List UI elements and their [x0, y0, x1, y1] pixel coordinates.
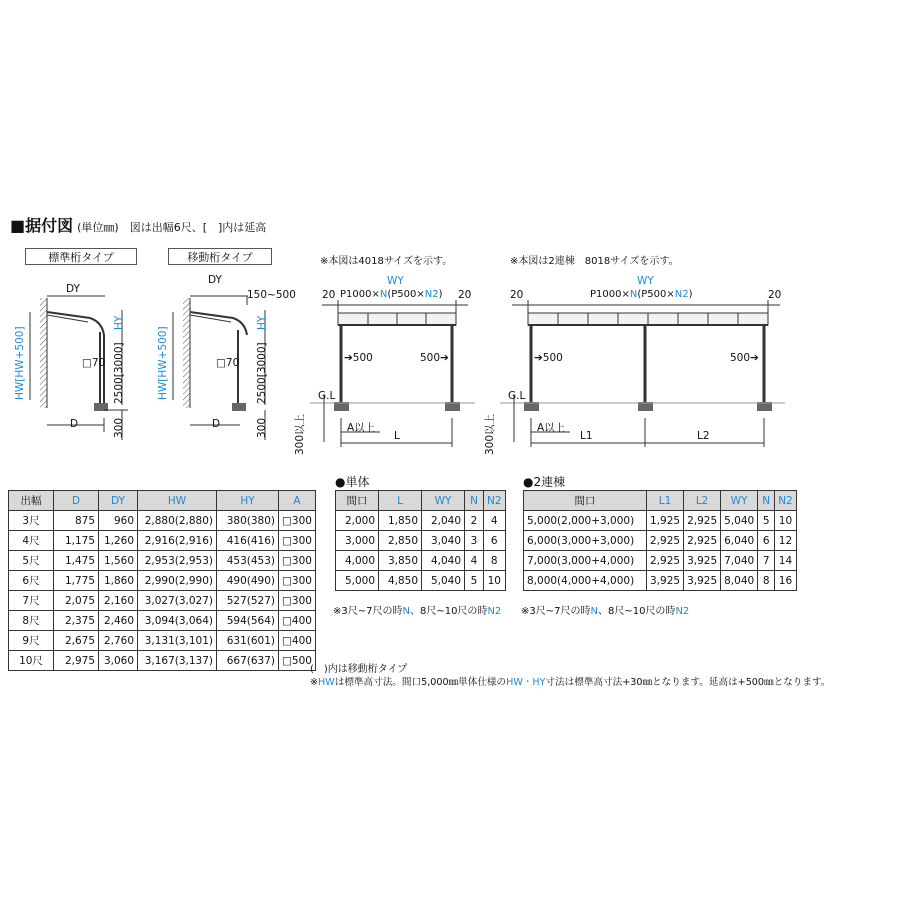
col-header: N2: [775, 491, 797, 511]
table-row: [524, 551, 797, 571]
cell: 3,925: [684, 571, 721, 591]
d-label-2: D: [212, 418, 221, 430]
left-offset-double: ➔500: [534, 352, 563, 364]
cell: 2,925: [684, 511, 721, 531]
cell: 6尺: [9, 571, 54, 591]
base-label-1: 300: [113, 417, 125, 438]
col-header: WY: [721, 491, 758, 511]
cell: 1,925: [647, 511, 684, 531]
hw-footnote: ※HWは標準高寸法。間口5,000㎜単体仕様のHW・HY寸法は標準高寸法+30㎜となります。延高は+500㎜となります。: [310, 677, 831, 688]
cell: 6,040: [721, 531, 758, 551]
base-label-2: 300: [256, 417, 268, 438]
cell: 16: [775, 571, 797, 591]
cell: 1,260: [99, 531, 138, 551]
cell: 2,040: [422, 511, 465, 531]
table-row: [9, 551, 316, 571]
cell: 3,167(3,137): [138, 651, 217, 671]
cell: 8: [758, 571, 775, 591]
cell: 1,175: [54, 531, 99, 551]
gl-label-single: G.L: [318, 390, 336, 402]
double-table-header: [524, 491, 797, 511]
base-label-single: 300以上: [294, 413, 306, 455]
base-label-double: 300以上: [484, 413, 496, 455]
cell: 2,075: [54, 591, 99, 611]
cell: 2,925: [647, 531, 684, 551]
cell: □400: [279, 611, 316, 631]
cell: 3,000: [336, 531, 379, 551]
hy-label-1: HY: [113, 315, 125, 330]
gl-label-double: G.L: [508, 390, 526, 402]
cell: 12: [775, 531, 797, 551]
single-table-header: [336, 491, 506, 511]
cell: □500: [279, 651, 316, 671]
col-header: A: [279, 491, 316, 511]
cell: 1,860: [99, 571, 138, 591]
cell: 2,000: [336, 511, 379, 531]
right-offset-single: 500➔: [420, 352, 449, 364]
left-offset-single: ➔500: [344, 352, 373, 364]
cell: 3,925: [647, 571, 684, 591]
right-offset-double: 500➔: [730, 352, 759, 364]
post-size-label-1: □70: [82, 357, 106, 369]
title-subtitle: (単位㎜) 図は出幅6尺、[ ]内は延高: [77, 221, 267, 234]
cell: 453(453): [217, 551, 279, 571]
cell: 2,925: [647, 551, 684, 571]
hw-label-2: HW[HW+500]: [157, 326, 169, 400]
cell: 3: [465, 531, 484, 551]
col-header: 出幅: [9, 491, 54, 511]
cell: 4,850: [379, 571, 422, 591]
single-section-title: ●単体: [335, 475, 370, 489]
cell: 5尺: [9, 551, 54, 571]
cell: 2,160: [99, 591, 138, 611]
wy-label-double: WY: [637, 275, 654, 287]
cell: 2,880(2,880): [138, 511, 217, 531]
post-size-label-2: □70: [216, 357, 240, 369]
cell: 7尺: [9, 591, 54, 611]
cell: □300: [279, 551, 316, 571]
single-figure-note: ※本図は4018サイズを示す。: [320, 256, 453, 267]
cell: 2: [465, 511, 484, 531]
table-row: [336, 531, 506, 551]
col-header: 間口: [336, 491, 379, 511]
cell: 5,040: [721, 511, 758, 531]
cell: 8尺: [9, 611, 54, 631]
a-label-double: A以上: [537, 422, 566, 434]
movable-type-label: 移動桁タイプ: [168, 248, 272, 265]
cell: 3,027(3,027): [138, 591, 217, 611]
cell: 3,131(3,101): [138, 631, 217, 651]
cell: 3,925: [684, 551, 721, 571]
cell: 6: [758, 531, 775, 551]
cell: □300: [279, 571, 316, 591]
dy-label-2: DY: [208, 274, 222, 286]
table-row: [9, 531, 316, 551]
edge-right-single: 20: [458, 289, 472, 301]
cell: 2,375: [54, 611, 99, 631]
cell: 10: [775, 511, 797, 531]
cell: 7,040: [721, 551, 758, 571]
cell: 8: [484, 551, 506, 571]
cell: □300: [279, 591, 316, 611]
cell: 5,040: [422, 571, 465, 591]
offset-label: 150~500: [247, 289, 296, 301]
cell: 9尺: [9, 631, 54, 651]
table-row: [9, 571, 316, 591]
cell: 490(490): [217, 571, 279, 591]
cell: 6,000(3,000+3,000): [524, 531, 647, 551]
col-header: N: [758, 491, 775, 511]
paren-footnote: ( )内は移動桁タイプ: [310, 664, 408, 675]
col-header: HW: [138, 491, 217, 511]
cell: 5: [758, 511, 775, 531]
table-row: [9, 651, 316, 671]
l2-label-double: L2: [697, 430, 710, 442]
cell: 2,760: [99, 631, 138, 651]
cell: 14: [775, 551, 797, 571]
cell: 527(527): [217, 591, 279, 611]
cell: 10: [484, 571, 506, 591]
cell: 3尺: [9, 511, 54, 531]
table-row: [336, 511, 506, 531]
double-section-title: ●2連棟: [523, 475, 566, 489]
cell: 1,560: [99, 551, 138, 571]
edge-right-double: 20: [768, 289, 782, 301]
cell: 960: [99, 511, 138, 531]
cell: 4,040: [422, 551, 465, 571]
hy-label-2: HY: [256, 315, 268, 330]
cell: 2,850: [379, 531, 422, 551]
cell: 3,094(3,064): [138, 611, 217, 631]
cell: 3,060: [99, 651, 138, 671]
col-header: HY: [217, 491, 279, 511]
cell: 2,675: [54, 631, 99, 651]
cell: 2,990(2,990): [138, 571, 217, 591]
col-header: L2: [684, 491, 721, 511]
table-row: [9, 611, 316, 631]
table-row: [9, 511, 316, 531]
single-table: [335, 490, 506, 591]
col-header: L: [379, 491, 422, 511]
height-label-1: 2500[3000]: [113, 342, 125, 404]
cell: 3,850: [379, 551, 422, 571]
a-label-single: A以上: [347, 422, 376, 434]
col-header: L1: [647, 491, 684, 511]
cell: 2,925: [684, 531, 721, 551]
cell: 4,000: [336, 551, 379, 571]
col-header: 間口: [524, 491, 647, 511]
cell: 2,916(2,916): [138, 531, 217, 551]
pitch-label-double: P1000×N(P500×N2): [590, 289, 693, 300]
wy-label-single: WY: [387, 275, 404, 287]
edge-left-single: 20: [322, 289, 336, 301]
cell: 6: [484, 531, 506, 551]
table-row: [336, 571, 506, 591]
cell: 7,000(3,000+4,000): [524, 551, 647, 571]
cell: 2,975: [54, 651, 99, 671]
cell: 8,040: [721, 571, 758, 591]
cell: 5,000(2,000+3,000): [524, 511, 647, 531]
col-header: DY: [99, 491, 138, 511]
front-view-single: [310, 300, 475, 447]
cell: □300: [279, 511, 316, 531]
cell: 1,850: [379, 511, 422, 531]
cell: 3,040: [422, 531, 465, 551]
cell: 8,000(4,000+4,000): [524, 571, 647, 591]
cell: 4尺: [9, 531, 54, 551]
table-row: [524, 571, 797, 591]
cell: 2,460: [99, 611, 138, 631]
col-header: D: [54, 491, 99, 511]
cell: 1,475: [54, 551, 99, 571]
l1-label-double: L1: [580, 430, 593, 442]
cell: □300: [279, 531, 316, 551]
cell: □400: [279, 631, 316, 651]
cell: 2,953(2,953): [138, 551, 217, 571]
cell: 594(564): [217, 611, 279, 631]
cell: 5: [465, 571, 484, 591]
cell: 631(601): [217, 631, 279, 651]
col-header: WY: [422, 491, 465, 511]
col-header: N2: [484, 491, 506, 511]
double-table-note: ※3尺~7尺の時N、8尺~10尺の時N2: [521, 606, 690, 617]
dy-label-1: DY: [66, 283, 80, 295]
hw-label-1: HW[HW+500]: [14, 326, 26, 400]
cell: 1,775: [54, 571, 99, 591]
table-row: [9, 631, 316, 651]
table-row: [524, 531, 797, 551]
edge-left-double: 20: [510, 289, 524, 301]
col-header: N: [465, 491, 484, 511]
double-table: [523, 490, 797, 591]
cell: 667(637): [217, 651, 279, 671]
cell: 10尺: [9, 651, 54, 671]
table-row: [336, 551, 506, 571]
double-figure-note: ※本図は2連棟 8018サイズを示す。: [510, 256, 679, 267]
cell: 416(416): [217, 531, 279, 551]
table-row: [9, 591, 316, 611]
cell: 875: [54, 511, 99, 531]
pitch-label-single: P1000×N(P500×N2): [340, 289, 443, 300]
spec-table: [8, 490, 316, 671]
l-label-single: L: [394, 430, 400, 442]
cell: 7: [758, 551, 775, 571]
cell: 4: [484, 511, 506, 531]
single-table-note: ※3尺~7尺の時N、8尺~10尺の時N2: [333, 606, 502, 617]
table-row: [524, 511, 797, 531]
standard-type-label: 標準桁タイプ: [25, 248, 137, 265]
title-text: ■据付図: [10, 216, 74, 235]
cell: 5,000: [336, 571, 379, 591]
spec-table-header: [9, 491, 316, 511]
height-label-2: 2500[3000]: [256, 342, 268, 404]
cell: 380(380): [217, 511, 279, 531]
cell: 4: [465, 551, 484, 571]
d-label-1: D: [70, 418, 79, 430]
